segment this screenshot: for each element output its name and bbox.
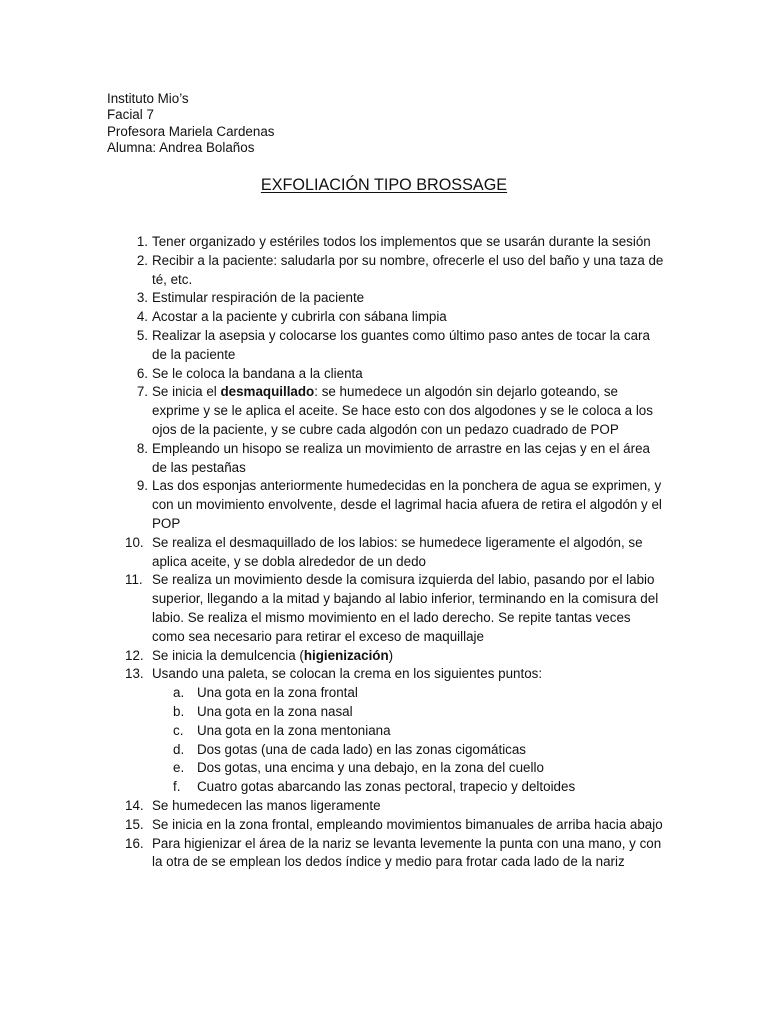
- item-number: 2.: [136, 252, 148, 268]
- list-item: [136, 365, 664, 384]
- item-text: Tener organizado y estériles todos los implementos que se usarán durante la sesión: [152, 234, 651, 249]
- sub-list-item: [152, 722, 664, 741]
- list-item: [136, 289, 664, 308]
- list-item: [125, 571, 664, 646]
- course-name: Facial 7: [107, 107, 154, 123]
- item-text-pre: Se inicia la demulcencia (: [152, 647, 304, 663]
- item-number: 13.: [125, 666, 144, 682]
- item-text: Se realiza un movimiento desde la comisura izquierda del labio, pasando por el labio superior, llegando a la mitad y bajando al labio inferior, terminando en la comisura del labio. Se realiza el mismo movimiento en el lado derecho. Se repite tantas veces como sea necesario para retirar el exceso de maquillaje: [152, 572, 659, 644]
- sub-item-text: Una gota en la zona nasal: [197, 703, 353, 719]
- list-item: [125, 835, 664, 873]
- list-item: [125, 534, 664, 572]
- list-item: [136, 477, 664, 533]
- item-text: Se inicia en la zona frontal, empleando movimientos bimanuales de arriba hacia abajo: [152, 816, 663, 832]
- item-text: Realizar la asepsia y colocarse los guantes como último paso antes de tocar la cara de la paciente: [152, 327, 650, 362]
- item-text: Se humedecen las manos ligeramente: [152, 797, 381, 813]
- item-number: 5.: [136, 327, 148, 343]
- sub-item-text: Una gota en la zona mentoniana: [197, 722, 391, 738]
- sub-item-label: c.: [173, 722, 184, 738]
- list-item: [136, 327, 664, 365]
- list-item: [125, 665, 664, 797]
- sub-list-item: [152, 759, 664, 778]
- item-number: 7.: [136, 384, 148, 400]
- list-item: [136, 233, 664, 252]
- item-text: Las dos esponjas anteriormente humedecidas en la ponchera de agua se exprimen, y con un movimiento envolvente, desde el lagrimal hacia afuera de retira el algodón y el POP: [152, 478, 662, 531]
- sub-list: [152, 684, 664, 797]
- item-text: Usando una paleta, se colocan la crema en los siguientes puntos:: [152, 666, 543, 682]
- institute-name: Instituto Mio’s: [107, 91, 189, 106]
- item-number: 8.: [136, 440, 148, 456]
- list-item: [125, 647, 664, 666]
- list-item: [125, 816, 664, 835]
- item-text: Estimular respiración de la paciente: [152, 290, 365, 306]
- teacher-name: Profesora Mariela Cardenas: [107, 123, 275, 139]
- sub-list-item: [152, 741, 664, 760]
- item-number: 15.: [125, 816, 144, 832]
- sub-list-item: [152, 684, 664, 703]
- sub-item-label: e.: [173, 760, 185, 776]
- item-text-post: ): [388, 647, 394, 663]
- sub-item-text: Dos gotas, una encima y una debajo, en la zona del cuello: [197, 760, 544, 776]
- item-text: Para higienizar el área de la nariz se levanta levemente la punta con una mano, y con la otra de se emplean los dedos índice y medio para frotar cada lado de la nariz: [152, 835, 662, 870]
- student-name: Alumna: Andrea Bolaños: [107, 140, 255, 156]
- item-number: 4.: [136, 309, 148, 325]
- item-text: Se realiza el desmaquillado de los labios: se humedece ligeramente el algodón, se aplica aceite, y se dobla alrededor de un dedo: [152, 534, 643, 569]
- item-text-post: : se humedece un algodón sin dejarlo goteando, se exprime y se le aplica el aceite. Se hace esto con dos algodones y se le coloca a los ojos de la paciente, y se cubre cada algodón con un pedazo cuadrado de POP: [152, 384, 653, 437]
- item-text: Acostar a la paciente y cubrirla con sábana limpia: [152, 309, 447, 325]
- sub-list-item: [152, 703, 664, 722]
- list-item: [136, 440, 664, 478]
- item-number: 1.: [136, 234, 148, 249]
- sub-item-text: Dos gotas (una de cada lado) en las zonas cigomáticas: [197, 741, 527, 757]
- sub-item-text: Cuatro gotas abarcando las zonas pectoral, trapecio y deltoides: [197, 779, 576, 795]
- item-number: 3.: [136, 290, 148, 306]
- item-text-bold: higienización: [303, 647, 389, 663]
- item-text: Empleando un hisopo se realiza un movimiento de arrastre en las cejas y en el área de las pestañas: [152, 440, 650, 475]
- item-text: Recibir a la paciente: saludarla por su nombre, ofrecerle el uso del baño y una taza de té, etc.: [152, 252, 664, 287]
- item-text: [152, 384, 653, 437]
- sub-item-label: b.: [173, 703, 185, 719]
- sub-list-item: [152, 778, 664, 797]
- document-header: [107, 91, 274, 157]
- item-text: [152, 648, 393, 663]
- item-number: 10.: [125, 534, 144, 550]
- list-item: [125, 797, 664, 816]
- sub-item-text: Una gota en la zona frontal: [197, 685, 358, 701]
- sub-item-label: f.: [173, 779, 181, 795]
- item-text: Se le coloca la bandana a la clienta: [152, 365, 363, 381]
- item-number: 11.: [125, 572, 143, 588]
- list-item: [136, 252, 664, 290]
- item-number: 16.: [125, 835, 144, 851]
- steps-list: [125, 233, 664, 872]
- list-item: [136, 308, 664, 327]
- item-number: 14.: [125, 797, 144, 813]
- list-item: [136, 383, 664, 439]
- document-title: EXFOLIACIÓN TIPO BROSSAGE: [260, 176, 508, 194]
- item-number: 6.: [136, 365, 148, 381]
- item-number: 9.: [136, 478, 148, 494]
- item-text-bold: desmaquillado: [220, 384, 315, 400]
- item-number: 12.: [125, 647, 144, 663]
- item-text-pre: Se inicia el: [152, 384, 221, 400]
- sub-item-label: d.: [173, 741, 185, 757]
- sub-item-label: a.: [173, 685, 185, 701]
